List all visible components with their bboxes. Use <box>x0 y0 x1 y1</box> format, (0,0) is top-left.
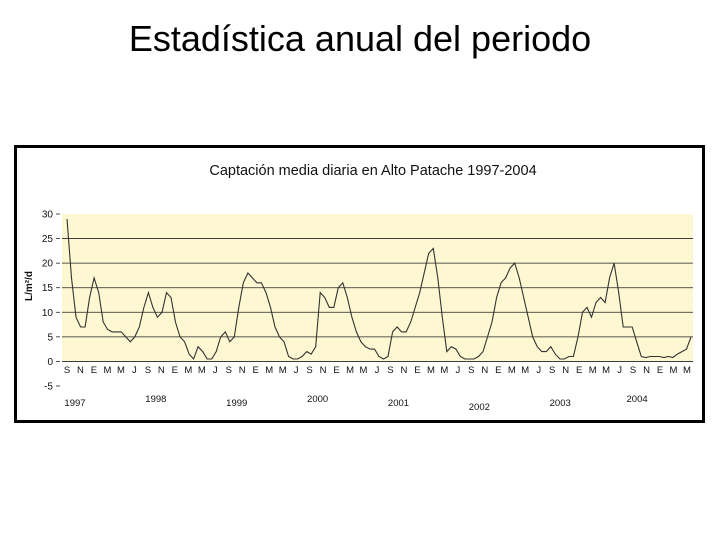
y-tick-label: 15 <box>41 283 53 295</box>
x-tick-label: M <box>507 365 516 376</box>
x-tick-label: M <box>669 365 678 376</box>
year-label: 2002 <box>468 402 490 413</box>
x-tick-label: S <box>63 365 71 376</box>
x-tick-label: J <box>212 365 218 376</box>
y-tick-label: -5 <box>44 381 53 393</box>
x-tick-label: S <box>225 365 232 376</box>
y-tick-label: 30 <box>41 209 53 221</box>
slide-title: Estadística anual del periodo <box>128 18 592 59</box>
x-tick-label: J <box>293 365 299 376</box>
y-tick-label: 25 <box>41 234 53 246</box>
x-tick-label: N <box>157 365 165 376</box>
year-label: 2003 <box>549 398 571 409</box>
x-tick-label: S <box>549 365 556 376</box>
year-label: 1997 <box>64 398 86 409</box>
year-label: 1999 <box>226 398 248 409</box>
x-tick-label: M <box>116 365 125 376</box>
x-tick-label: J <box>132 365 137 376</box>
x-tick-label: M <box>278 365 287 376</box>
y-axis-label: L/m²/d <box>24 271 35 301</box>
x-tick-label: E <box>90 365 98 376</box>
x-tick-label: N <box>400 365 408 376</box>
x-tick-label: M <box>103 365 112 376</box>
chart-title: Captación media diaria en Alto Patache 1997-2004 <box>209 163 537 179</box>
x-tick-label: S <box>387 365 394 376</box>
x-tick-label: M <box>359 365 368 376</box>
year-label: 2004 <box>626 394 648 405</box>
x-tick-label: M <box>440 365 449 376</box>
x-tick-label: M <box>683 365 691 376</box>
chart-frame <box>14 145 705 423</box>
x-tick-label: E <box>414 365 421 376</box>
x-tick-label: M <box>602 365 611 376</box>
year-labels <box>64 394 647 413</box>
x-tick-label: M <box>346 365 355 376</box>
y-tick-label: 20 <box>41 258 53 270</box>
x-tick-label: M <box>265 365 274 376</box>
x-tick-label: M <box>184 365 193 376</box>
y-tick-label: 5 <box>47 332 53 344</box>
x-tick-label: J <box>536 365 542 376</box>
x-tick-label: S <box>306 365 313 376</box>
x-tick-label: N <box>319 365 327 376</box>
y-tick-label: 10 <box>41 307 53 319</box>
x-tick-label: N <box>238 365 246 376</box>
x-tick-label: S <box>468 365 475 376</box>
x-tick-label: N <box>77 365 84 376</box>
x-tick-label: E <box>656 365 664 376</box>
year-label: 2000 <box>307 394 329 405</box>
x-tick-label: M <box>197 365 206 376</box>
x-axis <box>64 365 691 376</box>
y-tick-label: 0 <box>47 356 53 368</box>
x-tick-label: N <box>643 365 651 376</box>
line-chart <box>17 148 702 420</box>
x-tick-label: E <box>333 365 340 376</box>
x-tick-label: J <box>455 365 461 376</box>
x-tick-label: M <box>588 365 597 376</box>
x-tick-label: N <box>481 365 489 376</box>
x-tick-label: E <box>171 365 178 376</box>
x-tick-label: M <box>426 365 435 376</box>
x-tick-label: N <box>562 365 570 376</box>
x-tick-label: S <box>629 365 637 376</box>
y-axis <box>42 210 60 393</box>
x-tick-label: E <box>495 365 502 376</box>
x-tick-label: E <box>576 365 583 376</box>
x-tick-label: E <box>252 365 259 376</box>
year-label: 1998 <box>145 394 167 405</box>
year-label: 2001 <box>387 398 410 409</box>
x-tick-label: J <box>617 365 622 376</box>
x-tick-label: S <box>144 365 152 376</box>
x-tick-label: J <box>374 365 380 376</box>
x-tick-label: M <box>521 365 530 376</box>
